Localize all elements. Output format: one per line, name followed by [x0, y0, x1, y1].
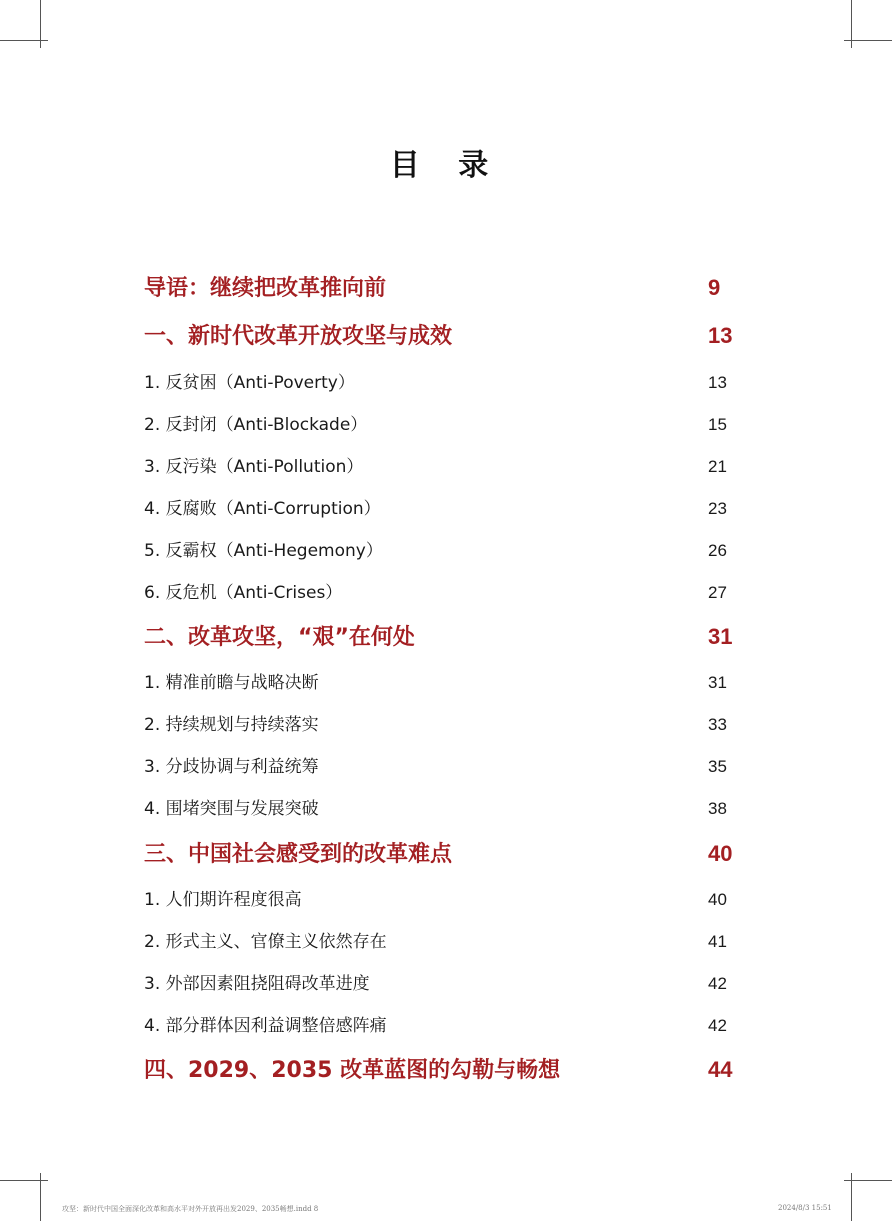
toc-section-entry[interactable] — [144, 885, 734, 910]
toc-entry-label: 2. 形式主义、官僚主义依然存在 — [144, 932, 387, 952]
toc-entry-page-number: 27 — [708, 583, 727, 602]
toc-chapter-entry[interactable] — [144, 837, 734, 868]
toc-entry-label: 1. 人们期许程度很高 — [144, 890, 302, 910]
toc-entry-label: 四、2029、2035 改革蓝图的勾勒与畅想 — [144, 1058, 561, 1083]
toc-section-entry[interactable] — [144, 452, 734, 477]
toc-section-entry[interactable] — [144, 710, 734, 735]
footer-timestamp: 2024/8/3 15:51 — [778, 1204, 832, 1212]
toc-section-entry[interactable] — [144, 794, 734, 819]
toc-section-entry[interactable] — [144, 536, 734, 561]
toc-entry-label: 1. 反贫困（Anti-Poverty） — [144, 373, 355, 393]
crop-mark-tl-h — [0, 40, 48, 41]
toc-section-entry[interactable] — [144, 927, 734, 952]
toc-entry-page-number: 26 — [708, 541, 727, 560]
toc-entry-page-number: 23 — [708, 499, 727, 518]
toc-entry-page-number: 41 — [708, 932, 727, 951]
toc-section-entry[interactable] — [144, 578, 734, 603]
toc-entry-page-number: 13 — [708, 373, 727, 392]
toc-entry-label: 一、新时代改革开放攻坚与成效 — [144, 324, 453, 349]
toc-entry-page-number: 33 — [708, 715, 727, 734]
toc-section-entry[interactable] — [144, 668, 734, 693]
toc-entry-label: 二、改革攻坚，“艰”在何处 — [144, 625, 415, 650]
toc-entry-label: 4. 反腐败（Anti-Corruption） — [144, 499, 381, 519]
toc-entry-label: 1. 精准前瞻与战略决断 — [144, 673, 319, 693]
toc-entry-page-number: 31 — [708, 673, 727, 692]
crop-mark-tr-h — [844, 40, 892, 41]
toc-entry-page-number: 42 — [708, 974, 727, 993]
toc-entry-page-number: 9 — [708, 275, 721, 300]
toc-entry-label: 导语：继续把改革推向前 — [144, 276, 387, 301]
toc-entry-label: 3. 分歧协调与利益统筹 — [144, 757, 319, 777]
toc-entry-label: 6. 反危机（Anti-Crises） — [144, 583, 343, 603]
toc-entry-page-number: 40 — [708, 841, 733, 866]
toc-entry-page-number: 15 — [708, 415, 727, 434]
toc-entry-page-number: 13 — [708, 323, 733, 348]
toc-section-entry[interactable] — [144, 752, 734, 777]
toc-section-entry[interactable] — [144, 410, 734, 435]
toc-section-entry[interactable] — [144, 494, 734, 519]
toc-entry-page-number: 21 — [708, 457, 727, 476]
toc-entry-label: 4. 部分群体因利益调整倍感阵痛 — [144, 1016, 387, 1036]
toc-chapter-entry[interactable] — [144, 1053, 734, 1084]
toc-entry-page-number: 38 — [708, 799, 727, 818]
toc-entry-label: 3. 反污染（Anti-Pollution） — [144, 457, 364, 477]
toc-entry-page-number: 31 — [708, 624, 733, 649]
toc-section-entry[interactable] — [144, 1011, 734, 1036]
toc-entry-label: 2. 持续规划与持续落实 — [144, 715, 319, 735]
toc-entry-page-number: 40 — [708, 890, 727, 909]
toc-section-entry[interactable] — [144, 368, 734, 393]
toc-entry-label: 三、中国社会感受到的改革难点 — [144, 842, 453, 867]
crop-mark-bl-h — [0, 1180, 48, 1181]
crop-mark-br-h — [844, 1180, 892, 1181]
toc-chapter-entry[interactable] — [144, 620, 734, 651]
toc-section-entry[interactable] — [144, 969, 734, 994]
toc-entry-label: 3. 外部因素阻挠阻碍改革进度 — [144, 974, 370, 994]
toc-chapter-entry[interactable] — [144, 271, 734, 302]
toc-entry-page-number: 42 — [708, 1016, 727, 1035]
toc-entry-label: 2. 反封闭（Anti-Blockade） — [144, 415, 368, 435]
page-title: 目 录 — [389, 148, 503, 183]
footer-file-info: 攻坚：新时代中国全面深化改革和高水平对外开放再出发2029、2035畅想.indd 8 — [62, 1205, 319, 1213]
toc-entry-label: 5. 反霸权（Anti-Hegemony） — [144, 541, 383, 561]
toc-entry-page-number: 35 — [708, 757, 727, 776]
toc-entry-label: 4. 围堵突围与发展突破 — [144, 799, 319, 819]
toc-entry-page-number: 44 — [708, 1057, 733, 1082]
toc-chapter-entry[interactable] — [144, 319, 734, 350]
